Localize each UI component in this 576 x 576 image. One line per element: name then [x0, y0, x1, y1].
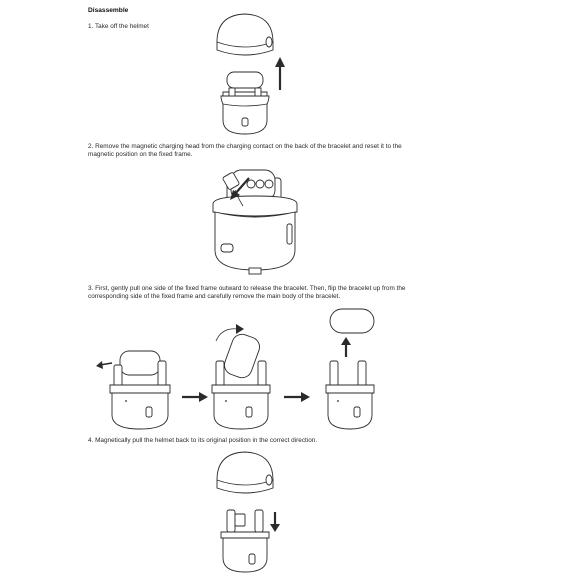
step-3-text: 3. First, gently pull one side of the fixed frame outward to release the bracelet. Then, flip the bracelet up from the — [88, 285, 406, 292]
device-c — [326, 309, 374, 429]
step-4-illustration — [205, 450, 305, 576]
step-4-text: 4. Magnetically pull the helmet back to its original position in the correct direction. — [88, 437, 318, 444]
arrow-left-icon — [96, 361, 112, 369]
step-1-text: 1. Take off the helmet — [88, 23, 149, 30]
arrow-down-icon — [270, 512, 280, 532]
page-heading: Disassemble — [88, 7, 129, 14]
step-3-illustration — [90, 305, 390, 435]
helmet-shape — [217, 14, 273, 55]
device-b — [212, 324, 270, 429]
step-1-illustration — [205, 12, 305, 137]
step-2-text-cont: magnetic position on the fixed frame. — [88, 151, 193, 158]
base-device — [213, 170, 297, 274]
arrow-up-icon — [341, 337, 351, 357]
step-3-text-cont: corresponding side of the fixed frame and carefully remove the main body of the bracelet. — [88, 293, 341, 300]
helmet-shape — [217, 452, 273, 493]
step-2-illustration — [205, 160, 305, 280]
step-2-text: 2. Remove the magnetic charging head from the charging contact on the back of the bracelet and reset it to the — [88, 143, 402, 150]
arrow-right-icon — [284, 392, 310, 402]
base-device — [221, 72, 269, 134]
base-device — [221, 510, 269, 572]
arrow-up-icon — [275, 57, 285, 90]
device-a — [96, 351, 170, 429]
arrow-right-icon — [182, 392, 208, 402]
